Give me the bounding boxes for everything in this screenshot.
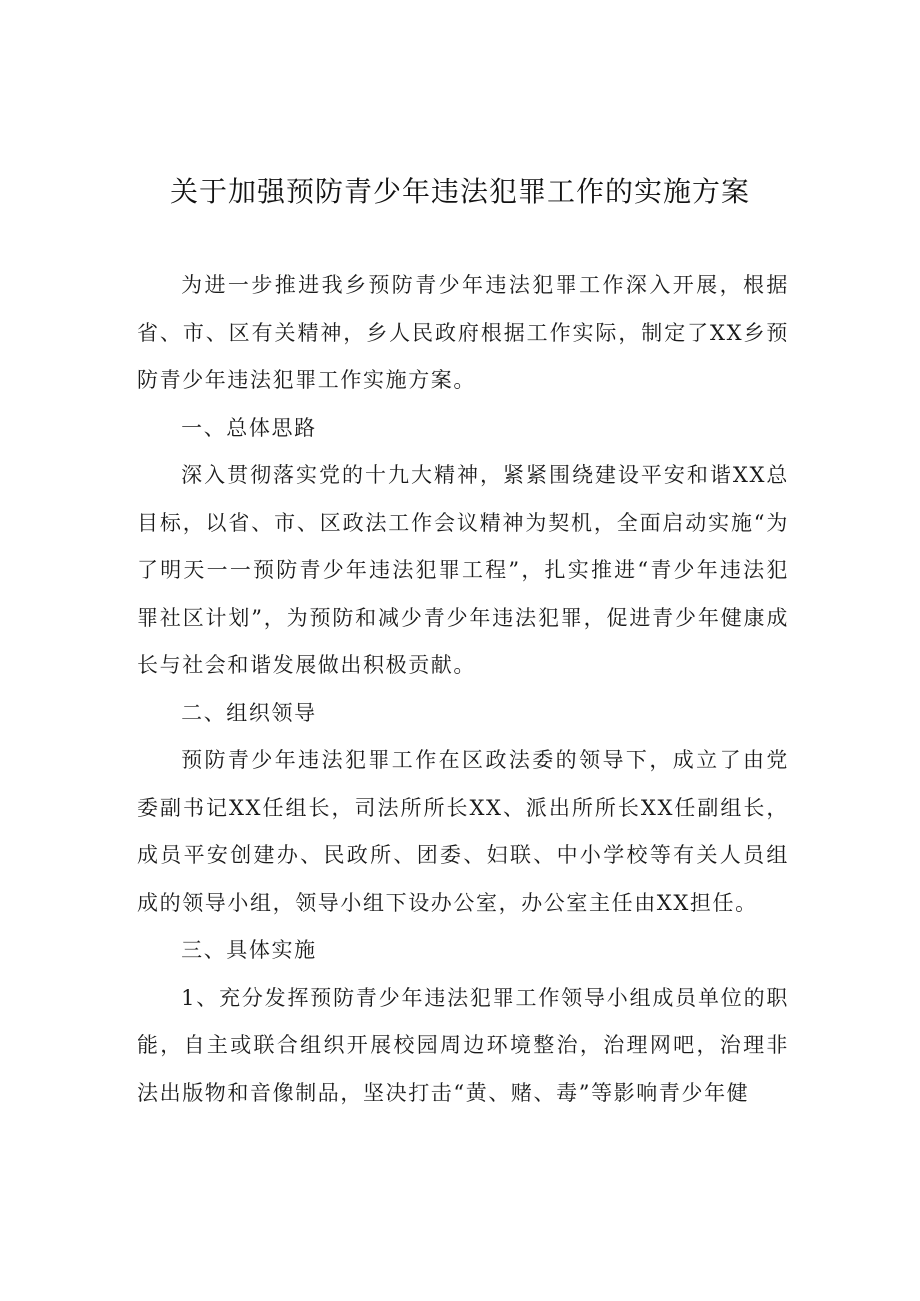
section-heading-overall-approach: 一、总体思路 — [181, 415, 317, 440]
overall-approach-paragraph: 深入贯彻落实党的十九大精神，紧紧围绕建设平安和谐XX总目标，以省、市、区政法工作会议精神为契机，全面启动实施“为了明天一一预防青少年违法犯罪工程”，扎实推进“青少年违法犯罪社区计划”，为预防和减少青少年违法犯罪，促进青少年健康成长与社会和谐发展做出积极贡献。 — [137, 463, 789, 677]
document-title: 关于加强预防青少年违法犯罪工作的实施方案 — [169, 175, 750, 208]
section-heading-implementation: 三、具体实施 — [181, 938, 317, 962]
section-heading-organization: 二、组织领导 — [181, 700, 317, 725]
intro-paragraph: 为进一步推进我乡预防青少年违法犯罪工作深入开展，根据省、市、区有关精神，乡人民政府根据工作实际，制定了XX乡预防青少年违法犯罪工作实施方案。 — [137, 273, 789, 392]
implementation-paragraph-1: 1、充分发挥预防青少年违法犯罪工作领导小组成员单位的职能，自主或联合组织开展校园周边环境整治，治理网吧，治理非法出版物和音像制品，坚决打击“黄、赌、毒”等影响青少年健 — [137, 985, 789, 1105]
document-body — [137, 262, 789, 1117]
organization-paragraph: 预防青少年违法犯罪工作在区政法委的领导下，成立了由党委副书记XX任组长，司法所所长XX、派出所所长XX任副组长，成员平安创建办、民政所、团委、妇联、中小学校等有关人员组成的领导小组，领导小组下设办公室，办公室主任由XX担任。 — [137, 748, 789, 915]
